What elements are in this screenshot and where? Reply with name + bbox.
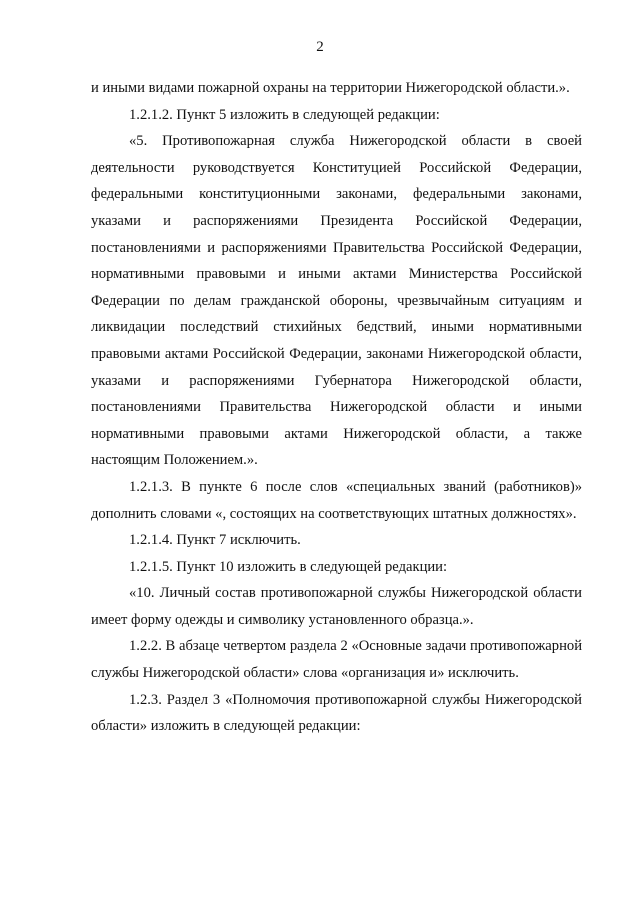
paragraph-1-2-2: 1.2.2. В абзаце четвертом раздела 2 «Основные задачи противопожарной службы Нижегородской области» слова «организация и» исключить. <box>91 638 582 682</box>
page-number: 2 <box>316 39 324 55</box>
paragraph-item-5-text: «5. Противопожарная служба Нижегородской области в своей деятельности руководствуется Конституцией Российской Федерации, федеральными конституционными законами, федеральными законами, указами и распоряжениями Президента Российской Федерации, постановлениями и распоряжениями Правительства Российской Федерации, нормативными правовыми и иными актами Министерства Российской Федерации по делам гражданской обороны, чрезвычайным ситуациям и ликвидации последствий стихийных бедствий, иными нормативными правовыми актами Российской Федерации, законами Нижегородской области, указами и распоряжениями Губернатора Нижегородской области, постановлениями Правительства Нижегородской области и иными нормативными правовыми актами Нижегородской области, а также настоящим Положением.». <box>91 133 582 469</box>
paragraph-1-2-3: 1.2.3. Раздел 3 «Полномочия противопожарной службы Нижегородской области» изложить в следующей редакции: <box>91 691 582 735</box>
paragraph-continuation: и иными видами пожарной охраны на территории Нижегородской области.». <box>91 80 570 96</box>
paragraph-item-10-text: «10. Личный состав противопожарной службы Нижегородской области имеет форму одежды и символику установленного образца.». <box>91 585 582 628</box>
paragraph-1-2-1-2: 1.2.1.2. Пункт 5 изложить в следующей редакции: <box>129 106 440 123</box>
paragraph-1-2-1-5: 1.2.1.5. Пункт 10 изложить в следующей редакции: <box>129 558 448 575</box>
paragraph-1-2-1-4: 1.2.1.4. Пункт 7 исключить. <box>129 532 301 549</box>
paragraph-1-2-1-3: 1.2.1.3. В пункте 6 после слов «специальных званий (работников)» дополнить словами «, состоящих на соответствующих штатных должностях». <box>91 478 582 522</box>
document-body <box>91 75 582 740</box>
